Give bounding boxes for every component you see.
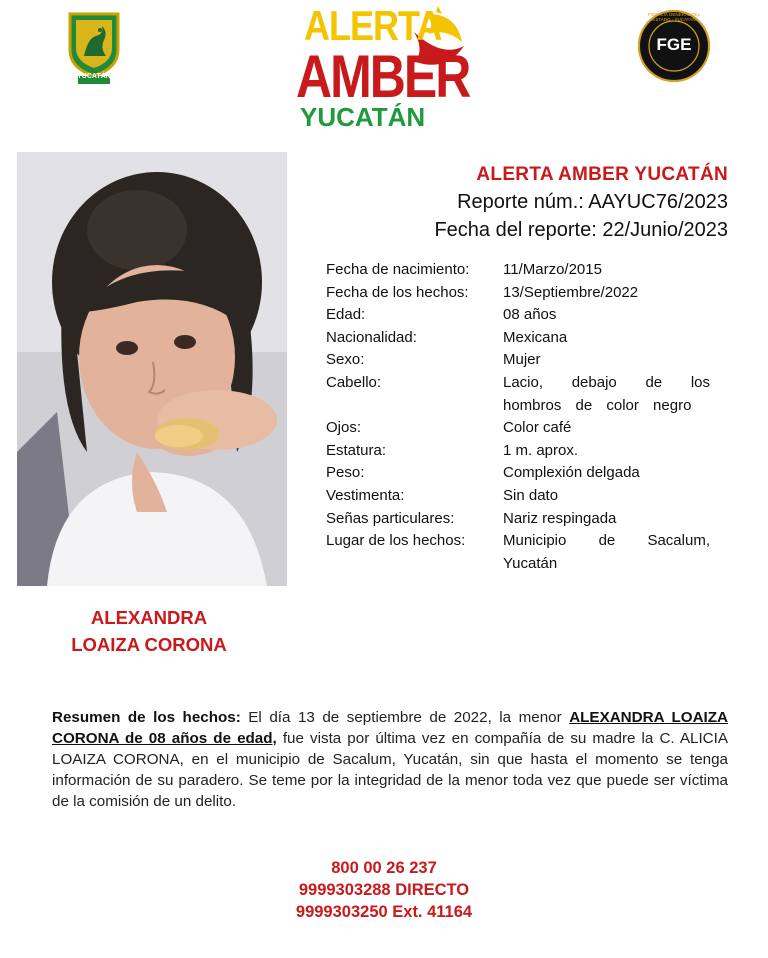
amber-logo-line3: YUCATÁN — [300, 102, 426, 132]
detail-value: Nariz respingada — [503, 509, 617, 527]
amber-logo-line1: ALERTA — [304, 2, 442, 50]
missing-child-photo — [17, 152, 287, 586]
detail-row — [326, 304, 710, 327]
detail-value: Lacio, debajo de los hombros de color negro — [503, 373, 710, 414]
detail-label: Estatura: — [326, 441, 387, 459]
detail-value: Mexicana — [503, 328, 568, 346]
detail-value: Mujer — [503, 351, 541, 369]
detail-label: Señas particulares: — [326, 509, 455, 527]
detail-row — [326, 508, 710, 531]
amber-logo-line2: AMBER — [296, 43, 470, 111]
detail-label: Nacionalidad: — [326, 328, 417, 346]
report-date: Fecha del reporte: 22/Junio/2023 — [434, 219, 728, 241]
detail-row — [326, 282, 710, 305]
phone-number: 800 00 26 237 — [331, 859, 437, 877]
fge-ring-text: FISCALÍA GENERAL DEL ESTADO · YUCATÁN — [647, 12, 701, 22]
child-details-list — [326, 259, 710, 575]
child-name — [40, 604, 258, 658]
incident-summary — [52, 707, 728, 812]
contact-phones — [0, 857, 768, 923]
detail-label: Edad: — [326, 306, 366, 324]
seal-text: YUCATÁN — [77, 73, 111, 80]
detail-label: Lugar de los hechos: — [326, 532, 466, 550]
detail-value: 1 m. aprox. — [503, 441, 579, 459]
detail-row — [326, 440, 710, 463]
detail-value: Complexión delgada — [503, 464, 640, 482]
detail-row — [326, 485, 710, 508]
detail-value: Municipio de Sacalum, Yucatán — [503, 532, 710, 572]
report-number: Reporte núm.: AAYUC76/2023 — [457, 191, 728, 213]
fge-text: FGE — [656, 35, 692, 54]
detail-value: Color café — [503, 419, 572, 437]
fge-logo — [636, 8, 712, 84]
summary-text-part2: fue vista por última vez en compañía de su madre la C. ALICIA LOAIZA CORONA, en el municipio de Sacalum, Yucatán, sin que hasta el momento se tenga información de su paradero. Se teme por la integridad de la menor toda vez que puede ser víctima de la comisión de un delito. — [52, 730, 728, 810]
summary-text-part1: El día 13 de septiembre de 2022, la menor — [240, 709, 570, 726]
child-portrait-image — [17, 152, 287, 586]
detail-label: Cabello: — [326, 373, 382, 391]
detail-value: 08 años — [503, 306, 557, 324]
detail-row — [326, 462, 710, 485]
alert-title: ALERTA AMBER YUCATÁN — [476, 164, 728, 185]
child-name-line2: LOAIZA CORONA — [71, 634, 227, 655]
summary-label: Resumen de los hechos: — [52, 709, 241, 726]
child-name-line1: ALEXANDRA — [90, 607, 208, 628]
detail-value: Sin dato — [503, 486, 559, 504]
detail-row — [326, 372, 710, 417]
detail-value: 11/Marzo/2015 — [503, 261, 602, 278]
detail-label: Ojos: — [326, 419, 362, 437]
phone-number: 9999303288 DIRECTO — [298, 881, 470, 899]
detail-row — [326, 327, 710, 350]
summary-highlight: ALEXANDRA LOAIZA CORONA de 08 años de edad, — [52, 709, 728, 747]
alerta-amber-logo — [296, 2, 472, 130]
phone-number: 9999303250 Ext. 41164 — [295, 903, 473, 921]
detail-label: Vestimenta: — [326, 486, 405, 504]
detail-label: Sexo: — [326, 351, 365, 369]
detail-row — [326, 417, 710, 440]
detail-label: Peso: — [326, 464, 365, 482]
detail-label: Fecha de nacimiento: — [326, 261, 470, 278]
detail-row — [326, 349, 710, 372]
detail-value: 13/Septiembre/2022 — [503, 283, 639, 301]
detail-label: Fecha de los hechos: — [326, 283, 469, 301]
detail-row — [326, 530, 710, 575]
yucatan-seal-logo — [66, 10, 122, 86]
detail-row — [326, 259, 710, 282]
